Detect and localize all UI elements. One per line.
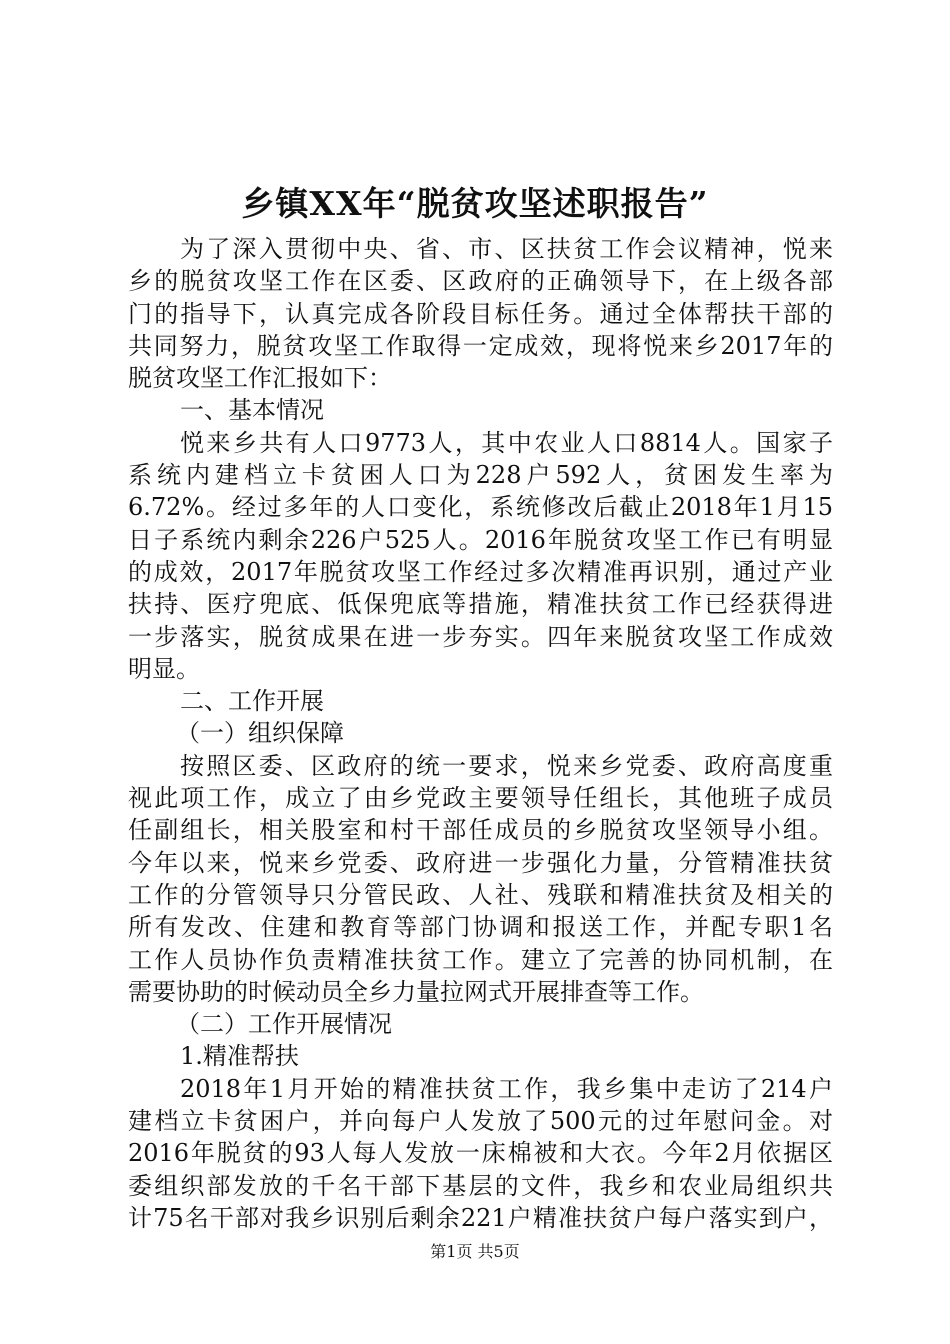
item-heading: 1.精准帮扶 (180, 1042, 299, 1071)
document-body (128, 233, 833, 1234)
paragraph-line: 扶持、医疗兜底、低保兜底等措施，精准扶贫工作已经获得进 (128, 590, 833, 619)
paragraph-line: 系统内建档立卡贫困人口为228户592人，贫困发生率为 (128, 461, 833, 490)
subsection-heading: （一）组织保障 (176, 719, 344, 748)
paragraph-line: 门的指导下，认真完成各阶段目标任务。通过全体帮扶干部的 (128, 299, 833, 328)
page-indicator: 第1页 共5页 (430, 1242, 520, 1261)
paragraph-line: 今年以来，悦来乡党委、政府进一步强化力量，分管精准扶贫 (128, 848, 833, 877)
subsection-heading: （二）工作开展情况 (176, 1010, 392, 1039)
paragraph-line: 一步落实，脱贫成果在进一步夯实。四年来脱贫攻坚工作成效 (128, 622, 833, 651)
paragraph-line: 悦来乡共有人口9773人，其中农业人口8814人。国家子 (180, 428, 833, 457)
paragraph-line: 6.72%。经过多年的人口变化，系统修改后截止2018年1月15 (128, 493, 833, 522)
paragraph-line: 明显。 (128, 654, 200, 683)
paragraph-line: 日子系统内剩余226户525人。2016年脱贫攻坚工作已有明显 (128, 525, 833, 554)
paragraph-line: 2018年1月开始的精准扶贫工作，我乡集中走访了214户 (180, 1074, 833, 1103)
paragraph-line: 委组织部发放的千名干部下基层的文件，我乡和农业局组织共 (128, 1171, 833, 1200)
paragraph-line: 工作的分管领导只分管民政、人社、残联和精准扶贫及相关的 (128, 880, 833, 909)
paragraph-line: 为了深入贯彻中央、省、市、区扶贫工作会议精神，悦来 (180, 235, 833, 263)
paragraph-line: 2016年脱贫的93人每人发放一床棉被和大衣。今年2月依据区 (128, 1139, 833, 1168)
paragraph-line: 建档立卡贫困户，并向每户人发放了500元的过年慰问金。对 (128, 1107, 833, 1136)
paragraph-line: 视此项工作，成立了由乡党政主要领导任组长，其他班子成员 (128, 784, 833, 813)
paragraph-line: 工作人员协作负责精准扶贫工作。建立了完善的协同机制，在 (128, 945, 833, 974)
paragraph-line: 乡的脱贫攻坚工作在区委、区政府的正确领导下，在上级各部 (128, 267, 833, 296)
section-heading: 二、工作开展 (180, 687, 324, 716)
paragraph-line: 按照区委、区政府的统一要求，悦来乡党委、政府高度重 (180, 751, 833, 780)
paragraph-line: 的成效，2017年脱贫攻坚工作经过多次精准再识别，通过产业 (128, 557, 833, 586)
paragraph-line: 计75名干部对我乡识别后剩余221户精准扶贫户每户落实到户， (128, 1203, 833, 1232)
section-heading: 一、基本情况 (180, 396, 324, 425)
document-title: 乡镇XX年“脱贫攻坚述职报告” (241, 184, 709, 223)
paragraph-line: 任副组长，相关股室和村干部任成员的乡脱贫攻坚领导小组。 (128, 816, 833, 845)
paragraph-line: 脱贫攻坚工作汇报如下： (128, 364, 392, 393)
paragraph-line: 共同努力，脱贫攻坚工作取得一定成效，现将悦来乡2017年的 (128, 331, 833, 360)
paragraph-line: 需要协助的时候动员全乡力量拉网式开展排查等工作。 (128, 977, 704, 1006)
paragraph-line: 所有发改、住建和教育等部门协调和报送工作，并配专职1名 (128, 913, 833, 942)
